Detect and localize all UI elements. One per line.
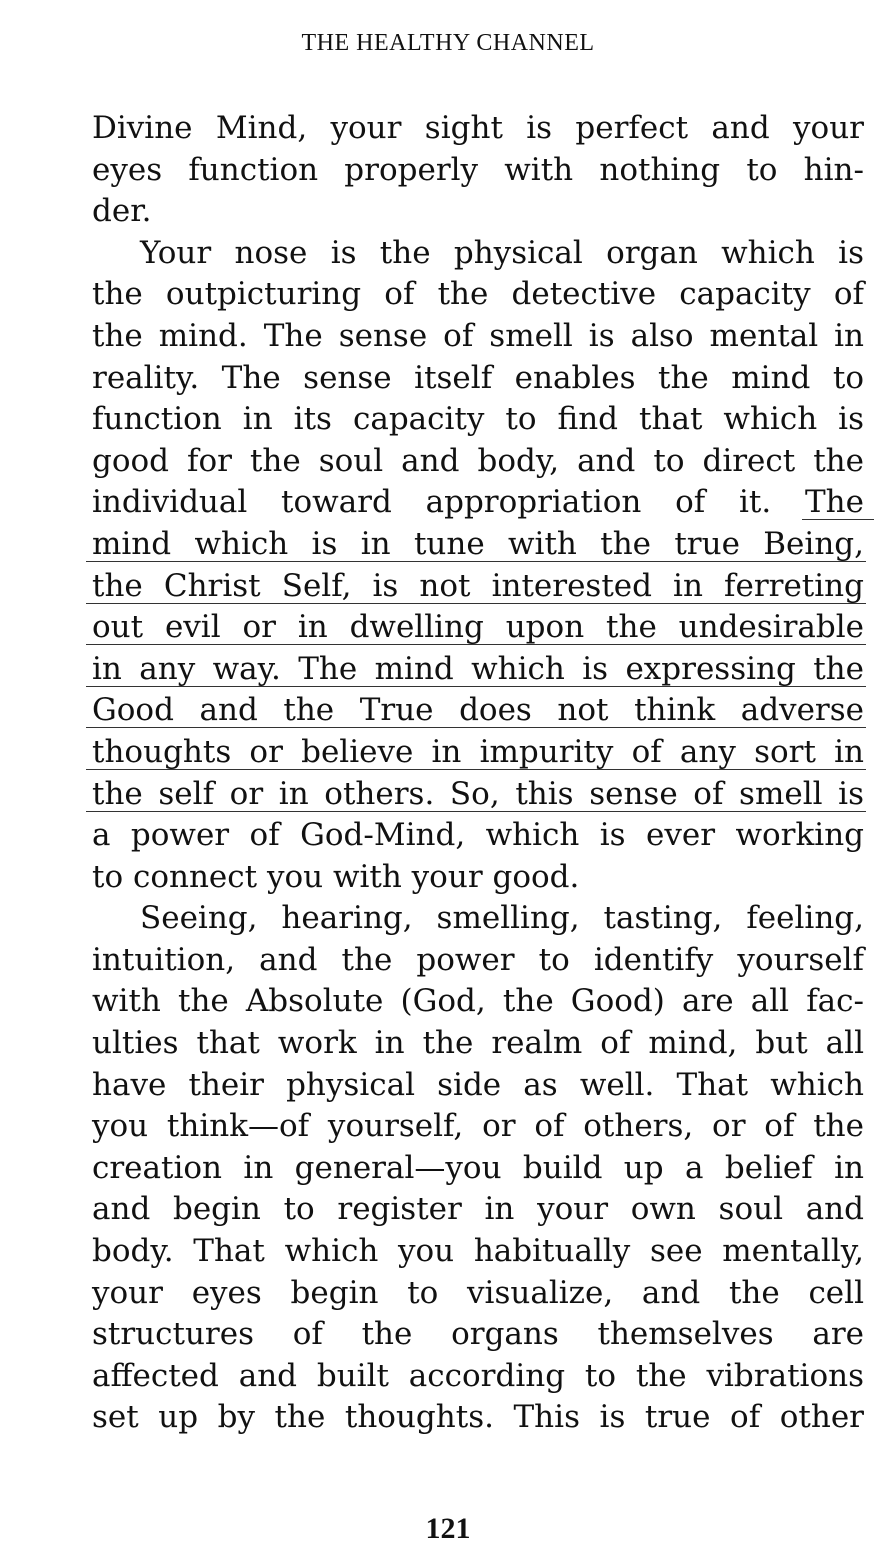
line-text: eyes function properly with nothing to hin-: [92, 151, 864, 188]
pencil-underline: [86, 811, 866, 812]
line-text: have their physical side as well. That which: [92, 1066, 864, 1103]
text-line: [92, 1397, 864, 1439]
line-text: creation in general—you build up a belief in: [92, 1149, 864, 1186]
line-text: the self or in others. So, this sense of smell is: [92, 775, 864, 812]
text-line: [92, 815, 864, 857]
pencil-underline: [86, 769, 866, 770]
text-line: [92, 524, 864, 566]
line-text: Seeing, hearing, smelling, tasting, feeling,: [140, 900, 864, 937]
line-text: structures of the organs themselves are: [92, 1316, 864, 1353]
text-line: [92, 940, 864, 982]
line-text: Your nose is the physical organ which is: [140, 234, 864, 271]
line-text: the outpicturing of the detective capacity of: [92, 276, 864, 313]
text-line: [92, 399, 864, 441]
line-text: a power of God-Mind, which is ever working: [92, 817, 864, 854]
text-line: [92, 1314, 864, 1356]
line-text: the Christ Self, is not interested in ferreting: [92, 567, 864, 604]
line-text: and begin to register in your own soul and: [92, 1191, 864, 1228]
line-text: reality. The sense itself enables the mind to: [92, 359, 864, 396]
text-line: [92, 732, 864, 774]
text-line: [92, 1231, 864, 1273]
line-text: in any way. The mind which is expressing the: [92, 650, 864, 687]
line-text: individual toward appropriation of it. The: [92, 484, 864, 521]
line-text: body. That which you habitually see mentally,: [92, 1233, 864, 1270]
body-text: [92, 108, 864, 1439]
line-text: Good and the True does not think adverse: [92, 692, 864, 729]
page-number: 121: [425, 1512, 471, 1545]
pencil-underline: [86, 727, 866, 728]
line-text: ulties that work in the realm of mind, but all: [92, 1025, 864, 1062]
text-line: [92, 316, 864, 358]
line-text: der.: [92, 193, 152, 230]
text-line: [92, 690, 864, 732]
pencil-underline: [86, 644, 866, 645]
text-line: [92, 1023, 864, 1065]
text-line: [92, 1356, 864, 1398]
line-text: to connect you with your good.: [92, 858, 580, 895]
line-text: your eyes begin to visualize, and the cell: [92, 1274, 864, 1311]
pencil-underline: [86, 603, 866, 604]
text-line: [92, 233, 864, 275]
text-line: [92, 981, 864, 1023]
line-text: out evil or in dwelling upon the undesirable: [92, 609, 864, 646]
text-line: [92, 566, 864, 608]
text-line: [92, 1065, 864, 1107]
line-text: affected and built according to the vibrations: [92, 1357, 864, 1394]
line-text: mind which is in tune with the true Being,: [92, 525, 864, 562]
text-line: [92, 898, 864, 940]
text-line: [92, 774, 864, 816]
line-text: set up by the thoughts. This is true of other: [92, 1399, 864, 1436]
line-text: Divine Mind, your sight is perfect and your: [92, 110, 864, 146]
running-head: THE HEALTHY CHANNEL: [301, 30, 595, 56]
text-line: [92, 1106, 864, 1148]
pencil-underline: [86, 686, 866, 687]
line-text: with the Absolute (God, the Good) are all fac-: [92, 983, 864, 1020]
line-text: good for the soul and body, and to direct the: [92, 442, 864, 479]
text-line: [92, 482, 864, 524]
line-text: thoughts or believe in impurity of any sort in: [92, 733, 864, 770]
line-text: you think—of yourself, or of others, or of the: [92, 1108, 864, 1145]
text-line: [92, 649, 864, 691]
text-line: [92, 108, 864, 150]
text-line: [92, 1189, 864, 1231]
text-line: [92, 150, 864, 192]
text-line: [92, 441, 864, 483]
pencil-underline: [802, 519, 874, 520]
text-line: [92, 857, 864, 899]
pencil-underline: [86, 561, 866, 562]
line-text: function in its capacity to find that which is: [92, 401, 864, 438]
text-line: [92, 1148, 864, 1190]
text-line: [92, 358, 864, 400]
text-line: [92, 1273, 864, 1315]
line-text: intuition, and the power to identify yourself: [92, 941, 864, 978]
text-line: [92, 274, 864, 316]
line-text: the mind. The sense of smell is also mental in: [92, 317, 864, 354]
text-line: [92, 191, 864, 233]
text-line: [92, 607, 864, 649]
